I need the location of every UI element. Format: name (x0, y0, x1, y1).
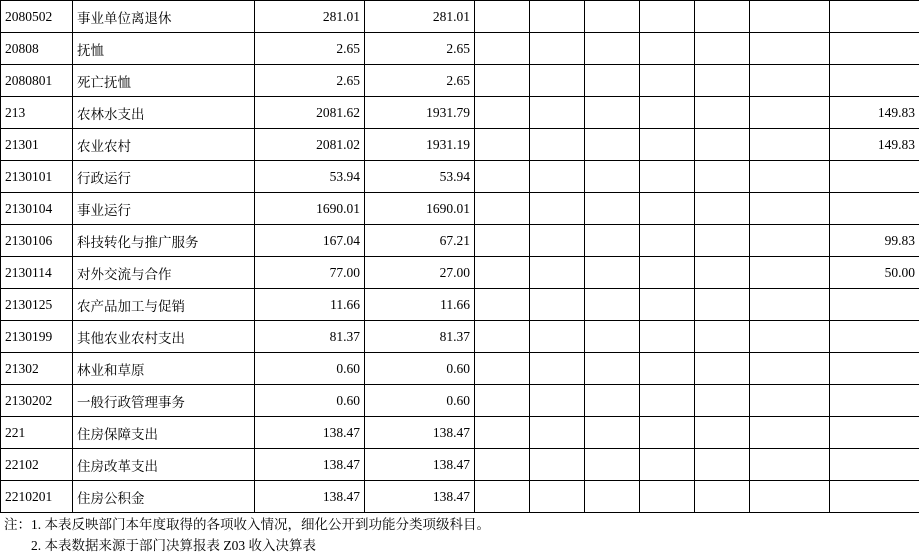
cell-empty (585, 225, 640, 257)
cell-code: 20808 (1, 33, 73, 65)
cell-code: 21302 (1, 353, 73, 385)
cell-code: 213 (1, 97, 73, 129)
cell-empty (750, 1, 830, 33)
cell-empty (585, 353, 640, 385)
cell-item-name: 科技转化与推广服务 (73, 225, 255, 257)
cell-empty (530, 417, 585, 449)
cell-amount: 2.65 (255, 33, 365, 65)
cell-amount: 0.60 (255, 353, 365, 385)
cell-empty (640, 65, 695, 97)
cell-empty (750, 417, 830, 449)
cell-code: 2130104 (1, 193, 73, 225)
cell-amount: 53.94 (255, 161, 365, 193)
cell-empty (530, 321, 585, 353)
cell-empty (475, 289, 530, 321)
cell-empty (640, 225, 695, 257)
cell-empty (530, 289, 585, 321)
cell-amount: 281.01 (255, 1, 365, 33)
cell-empty (750, 481, 830, 513)
cell-empty (640, 289, 695, 321)
cell-amount: 149.83 (830, 129, 919, 161)
cell-empty (530, 481, 585, 513)
cell-item-name: 抚恤 (73, 33, 255, 65)
cell-empty (830, 1, 919, 33)
cell-amount: 81.37 (255, 321, 365, 353)
cell-empty (640, 353, 695, 385)
cell-amount: 2.65 (255, 65, 365, 97)
cell-empty (695, 65, 750, 97)
cell-empty (585, 449, 640, 481)
cell-code: 22102 (1, 449, 73, 481)
cell-amount: 81.37 (365, 321, 475, 353)
cell-code: 221 (1, 417, 73, 449)
cell-empty (830, 449, 919, 481)
cell-amount: 67.21 (365, 225, 475, 257)
table-row (1, 289, 919, 321)
cell-empty (475, 65, 530, 97)
cell-empty (585, 289, 640, 321)
cell-code: 2130101 (1, 161, 73, 193)
cell-empty (695, 481, 750, 513)
cell-empty (750, 321, 830, 353)
cell-empty (475, 1, 530, 33)
cell-item-name: 事业运行 (73, 193, 255, 225)
cell-item-name: 行政运行 (73, 161, 255, 193)
cell-empty (585, 193, 640, 225)
table-row (1, 65, 919, 97)
cell-amount: 0.60 (365, 385, 475, 417)
cell-item-name: 农林水支出 (73, 97, 255, 129)
cell-empty (830, 481, 919, 513)
cell-code: 2130202 (1, 385, 73, 417)
table-row (1, 33, 919, 65)
cell-empty (640, 417, 695, 449)
cell-empty (585, 1, 640, 33)
cell-empty (695, 1, 750, 33)
cell-amount: 27.00 (365, 257, 475, 289)
cell-item-name: 一般行政管理事务 (73, 385, 255, 417)
cell-empty (750, 353, 830, 385)
cell-item-name: 事业单位离退休 (73, 1, 255, 33)
note-line-2: 2. 本表数据来源于部门决算报表 Z03 收入决算表 (4, 536, 919, 557)
cell-empty (695, 289, 750, 321)
cell-empty (830, 193, 919, 225)
cell-amount: 138.47 (365, 449, 475, 481)
cell-empty (830, 65, 919, 97)
cell-empty (750, 225, 830, 257)
table-row (1, 417, 919, 449)
table-row (1, 193, 919, 225)
cell-empty (475, 33, 530, 65)
cell-empty (750, 129, 830, 161)
cell-empty (475, 97, 530, 129)
cell-amount: 2.65 (365, 65, 475, 97)
cell-empty (475, 225, 530, 257)
cell-empty (640, 161, 695, 193)
cell-empty (750, 97, 830, 129)
cell-empty (695, 417, 750, 449)
cell-empty (585, 417, 640, 449)
cell-empty (830, 161, 919, 193)
cell-amount: 2.65 (365, 33, 475, 65)
cell-empty (640, 97, 695, 129)
cell-empty (695, 449, 750, 481)
cell-empty (695, 321, 750, 353)
cell-empty (475, 449, 530, 481)
cell-empty (750, 193, 830, 225)
cell-item-name: 住房公积金 (73, 481, 255, 513)
cell-empty (830, 417, 919, 449)
cell-empty (530, 97, 585, 129)
cell-empty (530, 161, 585, 193)
cell-empty (585, 257, 640, 289)
cell-empty (750, 257, 830, 289)
cell-empty (830, 321, 919, 353)
cell-empty (750, 33, 830, 65)
cell-amount: 2081.62 (255, 97, 365, 129)
cell-empty (695, 33, 750, 65)
cell-code: 2130125 (1, 289, 73, 321)
cell-empty (640, 481, 695, 513)
cell-empty (475, 193, 530, 225)
cell-empty (585, 97, 640, 129)
cell-amount: 138.47 (255, 449, 365, 481)
cell-amount: 0.60 (255, 385, 365, 417)
table-row (1, 385, 919, 417)
cell-empty (750, 161, 830, 193)
cell-code: 21301 (1, 129, 73, 161)
cell-empty (585, 161, 640, 193)
cell-empty (530, 193, 585, 225)
cell-empty (585, 385, 640, 417)
cell-empty (475, 353, 530, 385)
cell-empty (750, 289, 830, 321)
cell-empty (475, 481, 530, 513)
cell-amount: 1931.19 (365, 129, 475, 161)
cell-empty (695, 257, 750, 289)
table-row (1, 321, 919, 353)
cell-empty (830, 385, 919, 417)
cell-amount: 138.47 (365, 481, 475, 513)
cell-empty (475, 321, 530, 353)
cell-empty (640, 449, 695, 481)
table-row (1, 161, 919, 193)
cell-empty (640, 33, 695, 65)
cell-amount: 2081.02 (255, 129, 365, 161)
cell-code: 2130114 (1, 257, 73, 289)
cell-empty (750, 449, 830, 481)
cell-amount: 99.83 (830, 225, 919, 257)
cell-code: 2210201 (1, 481, 73, 513)
table-row (1, 353, 919, 385)
cell-empty (585, 129, 640, 161)
cell-amount: 11.66 (365, 289, 475, 321)
cell-amount: 138.47 (365, 417, 475, 449)
table-row (1, 449, 919, 481)
table-row (1, 481, 919, 513)
budget-table-body (1, 1, 919, 513)
cell-empty (475, 129, 530, 161)
cell-item-name: 住房保障支出 (73, 417, 255, 449)
cell-amount: 281.01 (365, 1, 475, 33)
cell-empty (475, 385, 530, 417)
cell-amount: 167.04 (255, 225, 365, 257)
cell-empty (585, 65, 640, 97)
cell-amount: 0.60 (365, 353, 475, 385)
cell-amount: 1690.01 (255, 193, 365, 225)
cell-empty (530, 257, 585, 289)
table-row (1, 225, 919, 257)
cell-amount: 149.83 (830, 97, 919, 129)
cell-item-name: 住房改革支出 (73, 449, 255, 481)
cell-empty (530, 129, 585, 161)
cell-code: 2130199 (1, 321, 73, 353)
cell-empty (530, 353, 585, 385)
cell-amount: 1931.79 (365, 97, 475, 129)
cell-item-name: 农业农村 (73, 129, 255, 161)
cell-empty (530, 225, 585, 257)
cell-empty (530, 1, 585, 33)
cell-empty (475, 257, 530, 289)
cell-empty (750, 385, 830, 417)
note-line-1: 注：1. 本表反映部门本年度取得的各项收入情况，细化公开到功能分类项级科目。 (4, 515, 919, 536)
cell-empty (475, 161, 530, 193)
cell-empty (640, 193, 695, 225)
cell-empty (530, 385, 585, 417)
cell-empty (830, 353, 919, 385)
cell-empty (640, 257, 695, 289)
table-row (1, 129, 919, 161)
cell-empty (695, 161, 750, 193)
cell-code: 2080801 (1, 65, 73, 97)
cell-amount: 1690.01 (365, 193, 475, 225)
cell-empty (640, 321, 695, 353)
cell-amount: 11.66 (255, 289, 365, 321)
cell-empty (530, 33, 585, 65)
cell-empty (695, 225, 750, 257)
table-notes (0, 513, 919, 557)
cell-item-name: 其他农业农村支出 (73, 321, 255, 353)
cell-item-name: 死亡抚恤 (73, 65, 255, 97)
cell-empty (640, 1, 695, 33)
cell-amount: 138.47 (255, 481, 365, 513)
cell-empty (585, 33, 640, 65)
cell-item-name: 农产品加工与促销 (73, 289, 255, 321)
cell-empty (830, 289, 919, 321)
cell-code: 2080502 (1, 1, 73, 33)
cell-empty (530, 65, 585, 97)
table-row (1, 1, 919, 33)
cell-empty (830, 33, 919, 65)
cell-empty (475, 417, 530, 449)
cell-empty (640, 129, 695, 161)
cell-amount: 138.47 (255, 417, 365, 449)
table-row (1, 97, 919, 129)
cell-empty (695, 193, 750, 225)
cell-empty (750, 65, 830, 97)
cell-empty (640, 385, 695, 417)
cell-amount: 53.94 (365, 161, 475, 193)
cell-amount: 50.00 (830, 257, 919, 289)
cell-empty (530, 449, 585, 481)
cell-empty (585, 481, 640, 513)
cell-amount: 77.00 (255, 257, 365, 289)
cell-item-name: 对外交流与合作 (73, 257, 255, 289)
cell-empty (695, 353, 750, 385)
table-row (1, 257, 919, 289)
cell-empty (695, 129, 750, 161)
cell-empty (585, 321, 640, 353)
cell-empty (695, 97, 750, 129)
cell-code: 2130106 (1, 225, 73, 257)
cell-empty (695, 385, 750, 417)
cell-item-name: 林业和草原 (73, 353, 255, 385)
